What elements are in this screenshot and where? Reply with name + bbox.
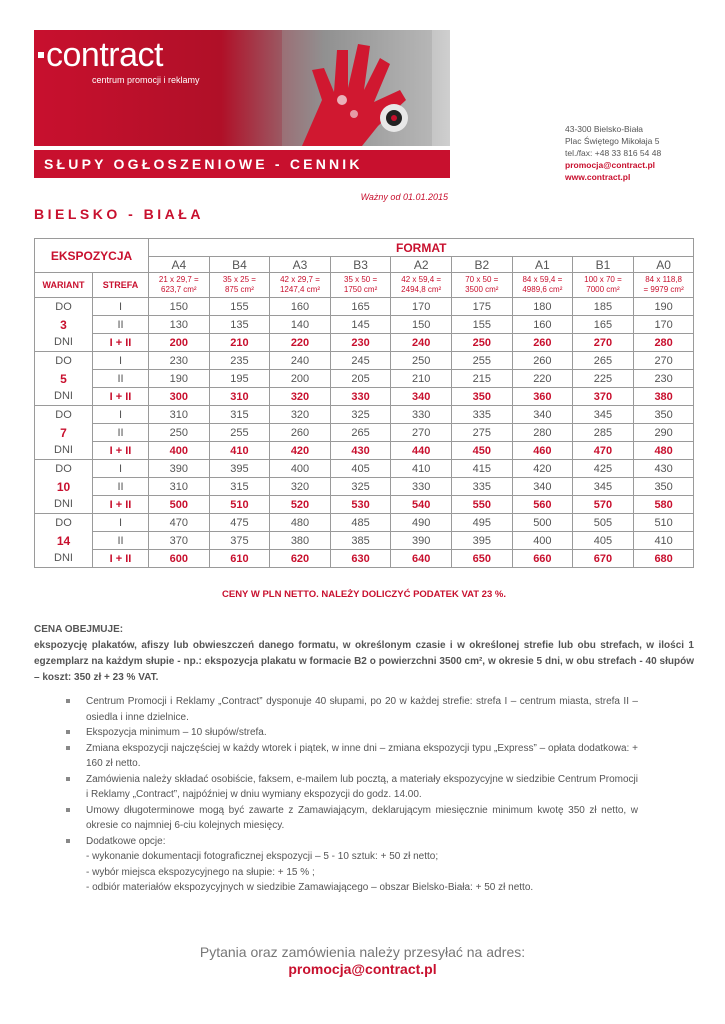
website-link[interactable]: www.contract.pl (565, 172, 631, 182)
price-cell: 280 (633, 334, 694, 352)
price-cell: 485 (330, 514, 391, 532)
list-item: Centrum Promocji i Reklamy „Contract” dysponuje 40 słupami, po 20 w każdej strefie: strefa I – centrum miasta, strefa II – osiedla i inne dzielnice. (66, 694, 638, 725)
price-cell: 140 (270, 316, 331, 334)
price-cell: 345 (573, 478, 634, 496)
price-cell: 315 (209, 406, 270, 424)
price-cell: 335 (451, 478, 512, 496)
strefa-cell: I + II (93, 388, 149, 406)
format-name: A1 (512, 257, 573, 273)
strefa-cell: I (93, 352, 149, 370)
page-title: SŁUPY OGŁOSZENIOWE - CENNIK (44, 156, 363, 172)
price-cell: 640 (391, 550, 452, 568)
price-cell: 285 (573, 424, 634, 442)
price-cell: 375 (209, 532, 270, 550)
price-cell: 340 (512, 406, 573, 424)
price-cell: 320 (270, 388, 331, 406)
price-cell: 300 (149, 388, 210, 406)
price-cell: 280 (512, 424, 573, 442)
table-row (35, 478, 694, 496)
price-table (34, 238, 694, 568)
logo: contract (46, 36, 163, 74)
bullet-icon (66, 839, 70, 843)
option-item: - wykonanie dokumentacji fotograficznej ekspozycji – 5 - 10 sztuk: + 50 zł netto; (86, 851, 439, 862)
list-item: Zmiana ekspozycji najczęściej w każdy wtorek i piątek, w inne dni – zmiana ekspozycji typu „Express” – opłata dodatkowa: + 160 zł netto. (66, 741, 638, 772)
price-cell: 260 (512, 334, 573, 352)
price-cell: 470 (149, 514, 210, 532)
price-cell: 390 (149, 460, 210, 478)
format-dimensions: 35 x 25 = 875 cm² (209, 273, 270, 298)
price-cell: 170 (391, 298, 452, 316)
strefa-cell: II (93, 370, 149, 388)
price-cell: 165 (573, 316, 634, 334)
cena-text: ekspozycję plakatów, afiszy lub obwieszczeń danego formatu, w określonym czasie i w określonej strefie lub obu strefach, w ilości 1 egzemplarz na każdym słupie - np.: ekspozycja plakatu w formacie B2 o powierzchni 3500 cm², w okresie 5 dni, w obu strefach - 40 słupów – koszt: 350 zł + 23 % VAT. (34, 640, 694, 683)
price-cell: 510 (633, 514, 694, 532)
variant-label: DNI (35, 334, 93, 352)
price-cell: 220 (270, 334, 331, 352)
price-cell: 190 (633, 298, 694, 316)
price-cell: 350 (633, 406, 694, 424)
price-cell: 440 (391, 442, 452, 460)
variant-label: DO (35, 406, 93, 424)
strefa-cell: I + II (93, 496, 149, 514)
painted-hand-image (282, 30, 432, 146)
title-bar (34, 150, 450, 178)
price-cell: 310 (149, 406, 210, 424)
bullet-icon (66, 808, 70, 812)
price-cell: 530 (330, 496, 391, 514)
price-cell: 250 (391, 352, 452, 370)
variant-label: DNI (35, 442, 93, 460)
list-item-options (66, 834, 638, 896)
price-cell: 330 (391, 478, 452, 496)
price-cell: 480 (270, 514, 331, 532)
price-cell: 415 (451, 460, 512, 478)
price-cell: 195 (209, 370, 270, 388)
list-item: Ekspozycja minimum – 10 słupów/strefa. (66, 725, 638, 741)
price-cell: 380 (633, 388, 694, 406)
variant-label: DNI (35, 496, 93, 514)
variant-label: 10 (35, 478, 93, 496)
price-cell: 310 (209, 388, 270, 406)
price-cell: 680 (633, 550, 694, 568)
price-cell: 200 (149, 334, 210, 352)
price-cell: 145 (330, 316, 391, 334)
price-cell: 350 (451, 388, 512, 406)
format-name: A3 (270, 257, 331, 273)
price-cell: 510 (209, 496, 270, 514)
price-cell: 185 (573, 298, 634, 316)
price-cell: 330 (330, 388, 391, 406)
variant-label: DO (35, 352, 93, 370)
price-cell: 325 (330, 478, 391, 496)
address-line: 43-300 Bielsko-Biała (565, 124, 643, 134)
price-cell: 550 (451, 496, 512, 514)
footer-question: Pytania oraz zamówienia należy przesyłać na adres: (199, 944, 526, 960)
bullet-icon (66, 777, 70, 781)
price-cell: 255 (209, 424, 270, 442)
price-cell: 250 (451, 334, 512, 352)
price-cell: 490 (391, 514, 452, 532)
price-cell: 500 (512, 514, 573, 532)
price-cell: 310 (149, 478, 210, 496)
format-header: FORMAT (149, 239, 694, 257)
strefa-cell: II (93, 478, 149, 496)
wariant-header: WARIANT (35, 273, 93, 298)
price-cell: 405 (330, 460, 391, 478)
strefa-cell: I + II (93, 442, 149, 460)
price-cell: 395 (451, 532, 512, 550)
price-cell: 250 (149, 424, 210, 442)
price-cell: 150 (149, 298, 210, 316)
price-cell: 230 (330, 334, 391, 352)
variant-label: 14 (35, 532, 93, 550)
price-cell: 260 (512, 352, 573, 370)
table-row (35, 316, 694, 334)
email-link[interactable]: promocja@contract.pl (565, 160, 655, 170)
table-row (35, 298, 694, 316)
format-dimensions: 84 x 118,8 = 9979 cm² (633, 273, 694, 298)
price-cell: 170 (633, 316, 694, 334)
price-cell: 245 (330, 352, 391, 370)
phone-line: tel./fax: +48 33 816 54 48 (565, 148, 662, 158)
table-row (35, 496, 694, 514)
logo-subtitle: centrum promocji i reklamy (92, 75, 200, 85)
price-cell: 165 (330, 298, 391, 316)
strefa-cell: II (93, 424, 149, 442)
price-cell: 135 (209, 316, 270, 334)
price-cell: 270 (573, 334, 634, 352)
format-dimensions: 84 x 59,4 = 4989,6 cm² (512, 273, 573, 298)
price-cell: 320 (270, 406, 331, 424)
format-dimensions: 21 x 29,7 = 623,7 cm² (149, 273, 210, 298)
price-cell: 395 (209, 460, 270, 478)
option-item: - wybór miejsca ekspozycyjnego na słupie: + 15 % ; (86, 866, 315, 878)
strefa-cell: I (93, 406, 149, 424)
price-cell: 500 (149, 496, 210, 514)
table-row (35, 406, 694, 424)
format-name: B1 (573, 257, 634, 273)
table-row (35, 370, 694, 388)
strefa-cell: I (93, 514, 149, 532)
list-item: Zamówienia należy składać osobiście, faksem, e-mailem lub pocztą, a materiały ekspozycyjne w siedzibie Centrum Promocji i Reklamy „Contract”, najpóźniej w dniu wymiany ekspozycji do godz. 14.00. (66, 772, 638, 803)
price-cell: 210 (391, 370, 452, 388)
variant-label: 7 (35, 424, 93, 442)
format-name: B4 (209, 257, 270, 273)
price-cell: 175 (451, 298, 512, 316)
price-cell: 480 (633, 442, 694, 460)
logo-dot (38, 52, 44, 58)
price-cell: 265 (573, 352, 634, 370)
price-cell: 505 (573, 514, 634, 532)
format-name: A0 (633, 257, 694, 273)
format-dimensions: 42 x 59,4 = 2494,8 cm² (391, 273, 452, 298)
price-cell: 345 (573, 406, 634, 424)
price-cell: 390 (391, 532, 452, 550)
price-cell: 360 (512, 388, 573, 406)
address-line: Plac Świętego Mikołaja 5 (565, 136, 660, 146)
price-cell: 405 (573, 532, 634, 550)
table-row (35, 352, 694, 370)
price-cell: 150 (391, 316, 452, 334)
format-name: B2 (451, 257, 512, 273)
price-cell: 335 (451, 406, 512, 424)
price-cell: 340 (512, 478, 573, 496)
price-cell: 670 (573, 550, 634, 568)
format-dimensions: 100 x 70 = 7000 cm² (573, 273, 634, 298)
price-cell: 155 (209, 298, 270, 316)
strefa-cell: II (93, 316, 149, 334)
strefa-cell: I (93, 460, 149, 478)
price-cell: 240 (270, 352, 331, 370)
price-cell: 270 (391, 424, 452, 442)
price-cell: 495 (451, 514, 512, 532)
ekspozycja-header: EKSPOZYCJA (35, 239, 149, 273)
price-cell: 325 (330, 406, 391, 424)
strefa-cell: I + II (93, 550, 149, 568)
strefa-header: STREFA (93, 273, 149, 298)
table-row (35, 388, 694, 406)
price-cell: 270 (633, 352, 694, 370)
strefa-cell: I (93, 298, 149, 316)
format-dimensions: 42 x 29,7 = 1247,4 cm² (270, 273, 331, 298)
price-cell: 620 (270, 550, 331, 568)
price-cell: 610 (209, 550, 270, 568)
cena-heading: CENA OBEJMUJE: (34, 624, 124, 635)
price-cell: 350 (633, 478, 694, 496)
bullet-icon (66, 746, 70, 750)
price-cell: 180 (512, 298, 573, 316)
price-cell: 370 (573, 388, 634, 406)
price-cell: 650 (451, 550, 512, 568)
price-cell: 410 (633, 532, 694, 550)
price-cell: 230 (633, 370, 694, 388)
price-cell: 560 (512, 496, 573, 514)
format-name: A2 (391, 257, 452, 273)
variant-label: DNI (35, 550, 93, 568)
price-cell: 540 (391, 496, 452, 514)
table-row (35, 514, 694, 532)
price-cell: 205 (330, 370, 391, 388)
bullet-icon (66, 699, 70, 703)
price-cell: 190 (149, 370, 210, 388)
table-row (35, 532, 694, 550)
price-cell: 160 (512, 316, 573, 334)
price-cell: 220 (512, 370, 573, 388)
table-row (35, 424, 694, 442)
terms-list (66, 694, 638, 896)
price-cell: 340 (391, 388, 452, 406)
price-cell: 370 (149, 532, 210, 550)
price-cell: 330 (391, 406, 452, 424)
valid-from: Ważny od 01.01.2015 (360, 192, 448, 202)
price-cell: 570 (573, 496, 634, 514)
format-dimensions: 35 x 50 = 1750 cm² (330, 273, 391, 298)
table-row (35, 334, 694, 352)
variant-label: 3 (35, 316, 93, 334)
price-cell: 410 (391, 460, 452, 478)
price-cell: 520 (270, 496, 331, 514)
price-cell: 420 (270, 442, 331, 460)
price-cell: 660 (512, 550, 573, 568)
price-cell: 400 (270, 460, 331, 478)
price-cell: 130 (149, 316, 210, 334)
format-name: A4 (149, 257, 210, 273)
price-cell: 460 (512, 442, 573, 460)
price-cell: 315 (209, 478, 270, 496)
format-dimensions: 70 x 50 = 3500 cm² (451, 273, 512, 298)
table-row (35, 442, 694, 460)
price-cell: 275 (451, 424, 512, 442)
price-cell: 475 (209, 514, 270, 532)
header-banner (34, 30, 450, 146)
price-cell: 400 (512, 532, 573, 550)
price-cell: 410 (209, 442, 270, 460)
price-cell: 215 (451, 370, 512, 388)
price-cell: 210 (209, 334, 270, 352)
format-name: B3 (330, 257, 391, 273)
price-cell: 450 (451, 442, 512, 460)
price-cell: 470 (573, 442, 634, 460)
price-cell: 235 (209, 352, 270, 370)
bullet-icon (66, 730, 70, 734)
price-cell: 155 (451, 316, 512, 334)
option-item: - odbiór materiałów ekspozycyjnych w siedzibie Zamawiającego – obszar Bielsko-Biała: + 50 zł netto. (86, 882, 534, 893)
price-cell: 400 (149, 442, 210, 460)
net-prices-note: CENY W PLN NETTO. NALEŻY DOLICZYĆ PODATEK VAT 23 %. (222, 589, 506, 600)
footer-email[interactable]: promocja@contract.pl (288, 961, 437, 977)
price-cell: 260 (270, 424, 331, 442)
price-cell: 255 (451, 352, 512, 370)
city-title: BIELSKO - BIAŁA (34, 206, 204, 222)
strefa-cell: II (93, 532, 149, 550)
price-cell: 290 (633, 424, 694, 442)
contact-address (565, 123, 661, 183)
price-cell: 600 (149, 550, 210, 568)
table-row (35, 460, 694, 478)
price-cell: 430 (330, 442, 391, 460)
price-cell: 320 (270, 478, 331, 496)
price-cell: 240 (391, 334, 452, 352)
variant-label: 5 (35, 370, 93, 388)
price-cell: 385 (330, 532, 391, 550)
strefa-cell: I + II (93, 334, 149, 352)
variant-label: DNI (35, 388, 93, 406)
price-cell: 420 (512, 460, 573, 478)
price-cell: 265 (330, 424, 391, 442)
price-cell: 160 (270, 298, 331, 316)
price-cell: 225 (573, 370, 634, 388)
options-title: Dodatkowe opcje: (86, 835, 166, 847)
price-cell: 630 (330, 550, 391, 568)
price-cell: 580 (633, 496, 694, 514)
table-row (35, 550, 694, 568)
variant-label: DO (35, 514, 93, 532)
variant-label: DO (35, 298, 93, 316)
price-cell: 200 (270, 370, 331, 388)
price-cell: 425 (573, 460, 634, 478)
price-cell: 230 (149, 352, 210, 370)
list-item: Umowy długoterminowe mogą być zawarte z Zamawiającym, deklarującym miesięcznie minimum kwotę 350 zł netto, w okresie co najmniej 6-ciu kolejnych miesięcy. (66, 803, 638, 834)
variant-label: DO (35, 460, 93, 478)
price-cell: 430 (633, 460, 694, 478)
price-cell: 380 (270, 532, 331, 550)
